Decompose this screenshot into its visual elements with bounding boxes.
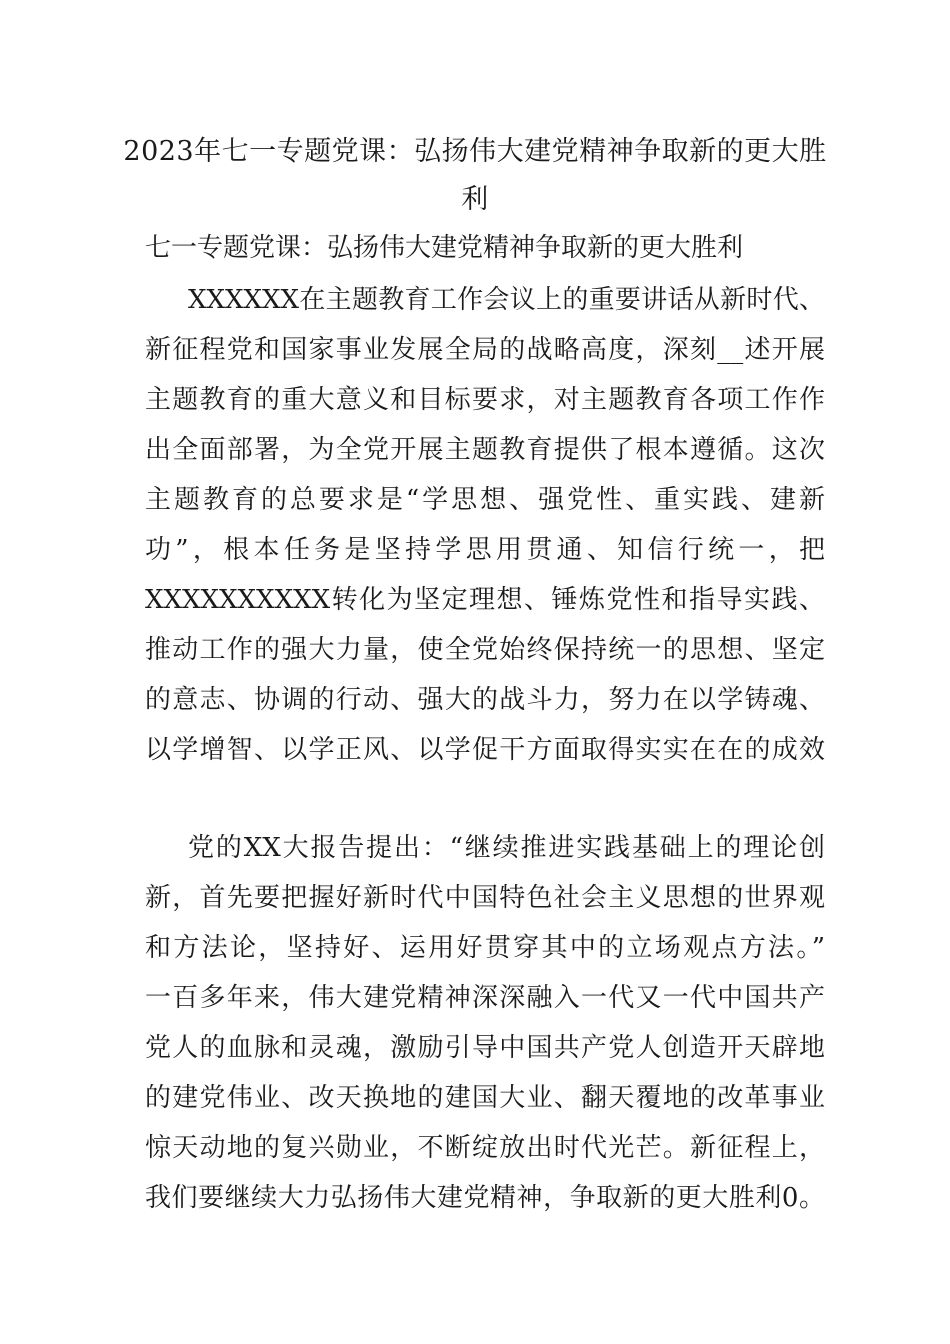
document-subtitle: 七一专题党课：弘扬伟大建党精神争取新的更大胜利 bbox=[145, 233, 744, 263]
document-title-line-1: 2023年七一专题党课：弘扬伟大建党精神争取新的更大胜 bbox=[123, 136, 827, 167]
paragraph-2-line: 我们要继续大力弘扬伟大建党精神，争取新的更大胜利0。 bbox=[145, 1183, 825, 1213]
paragraph-1-line: XXXXXX在主题教育工作会议上的重要讲话从新时代、 bbox=[188, 285, 825, 315]
paragraph-2-line: 惊天动地的复兴勋业，不断绽放出时代光芒。新征程上， bbox=[145, 1133, 825, 1163]
paragraph-2-line: 党的XX大报告提出：“继续推进实践基础上的理论创 bbox=[188, 833, 825, 863]
paragraph-1-line: 新征程党和国家事业发展全局的战略高度，深刻__述开展 bbox=[145, 335, 825, 365]
paragraph-1-line: 推动工作的强大力量，使全党始终保持统一的思想、坚定 bbox=[145, 635, 825, 665]
paragraph-1-line: XXXXXXXXXX转化为坚定理想、锤炼党性和指导实践、 bbox=[145, 585, 825, 615]
paragraph-1-line: 主题教育的总要求是“学思想、强党性、重实践、建新 bbox=[145, 485, 825, 515]
paragraph-1-line: 主题教育的重大意义和目标要求，对主题教育各项工作作 bbox=[145, 385, 825, 415]
paragraph-2-line: 的建党伟业、改天换地的建国大业、翻天覆地的改革事业 bbox=[145, 1083, 825, 1113]
paragraph-1-line: 的意志、协调的行动、强大的战斗力，努力在以学铸魂、 bbox=[145, 685, 825, 715]
paragraph-2-line: 和方法论，坚持好、运用好贯穿其中的立场观点方法。” bbox=[145, 933, 825, 963]
paragraph-1-line: 出全面部署，为全党开展主题教育提供了根本遵循。这次 bbox=[145, 435, 825, 465]
paragraph-2-line: 一百多年来，伟大建党精神深深融入一代又一代中国共产 bbox=[145, 983, 825, 1013]
paragraph-2-line: 新，首先要把握好新时代中国特色社会主义思想的世界观 bbox=[145, 883, 825, 913]
paragraph-1-line: 以学增智、以学正风、以学促干方面取得实实在在的成效 bbox=[145, 735, 825, 765]
document-title-line-2: 利 bbox=[461, 184, 489, 215]
paragraph-1-line: 功”，根本任务是坚持学思用贯通、知信行统一，把 bbox=[145, 535, 825, 565]
paragraph-2-line: 党人的血脉和灵魂，激励引导中国共产党人创造开天辟地 bbox=[145, 1033, 825, 1063]
